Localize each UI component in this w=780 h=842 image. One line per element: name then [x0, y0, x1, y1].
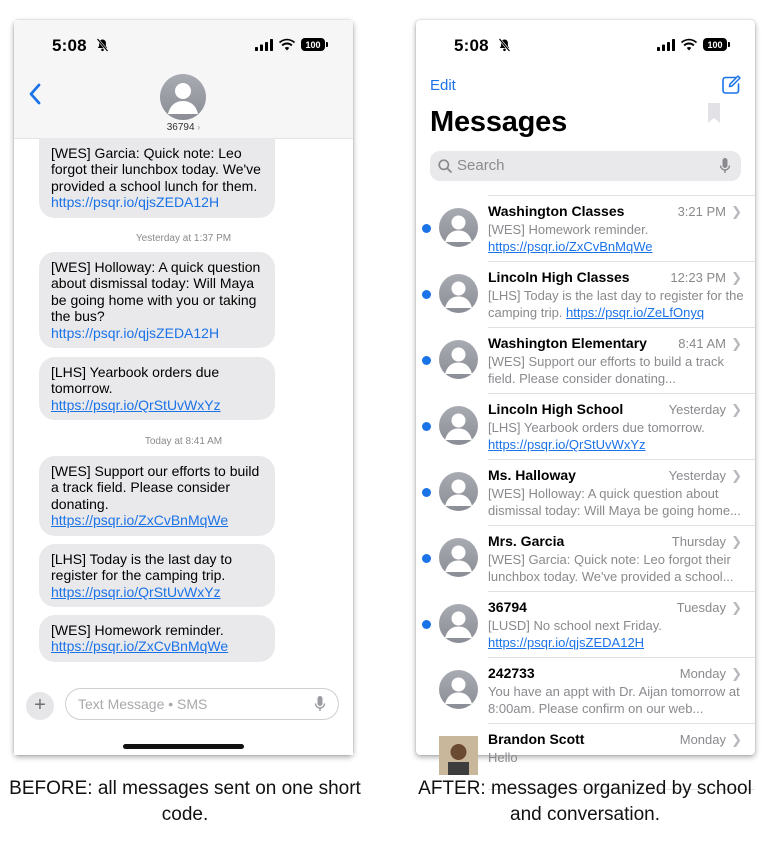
wifi-icon — [681, 39, 697, 51]
chevron-right-icon: ❯ — [731, 204, 742, 219]
battery-icon: 100 — [301, 38, 325, 51]
conversation-row[interactable] — [416, 592, 755, 658]
conversation-preview: [WES] Homework reminder. https://psqr.io/ZxCvBnMqWe — [488, 222, 653, 254]
conversation-time: Tuesday — [676, 600, 726, 615]
status-bar — [14, 20, 353, 72]
status-time: 5:08 — [52, 36, 87, 55]
conversation-time: Yesterday — [668, 468, 726, 483]
unread-indicator — [422, 356, 431, 365]
conversation-row[interactable] — [416, 262, 755, 328]
conversation-time: 12:23 PM — [670, 270, 726, 285]
message-bubble: [WES] Holloway: A quick question about dismissal today: Will Maya be going home with you or taking the bus? https://psqr.io/qjsZEDA12H — [39, 252, 275, 348]
chevron-right-icon: ❯ — [731, 402, 742, 417]
message-bubble: [WES] Support our efforts to build a track field. Please consider donating. https://psqr.io/ZxCvBnMqWe — [39, 456, 275, 536]
conversation-preview: [WES] Holloway: A quick question about dismissal today: Will Maya be going home... — [488, 486, 741, 518]
avatar — [439, 670, 478, 709]
home-indicator — [123, 744, 244, 749]
unread-indicator — [422, 290, 431, 299]
page-title: Messages — [430, 106, 568, 138]
conversation-row[interactable] — [416, 328, 755, 394]
conversation-row[interactable] — [416, 394, 755, 460]
conversation-row[interactable] — [416, 658, 755, 724]
wifi-icon — [279, 39, 295, 51]
avatar — [439, 208, 478, 247]
conversation-preview: [LHS] Yearbook orders due tomorrow. https://psqr.io/QrStUvWxYz — [488, 420, 705, 452]
message-link[interactable]: https://psqr.io/ZeLfOnyq — [566, 305, 705, 320]
conversation-preview: [WES] Garcia: Quick note: Leo forgot their lunchbox today. We've provided a school... — [488, 552, 734, 584]
message-bubble: [WES] Garcia: Quick note: Leo forgot their lunchbox today. We've provided a school lunch for them. https://psqr.io/qjsZEDA12H — [39, 138, 275, 218]
conversation-time: Monday — [679, 732, 726, 747]
back-chevron-icon[interactable] — [28, 82, 42, 111]
avatar — [439, 604, 478, 643]
message-bubble: [LHS] Today is the last day to register for the camping trip. https://psqr.io/QrStUvWxYz — [39, 544, 275, 607]
conversation-time: 3:21 PM — [677, 204, 726, 219]
microphone-icon[interactable] — [719, 157, 731, 175]
conversation-row[interactable] — [416, 460, 755, 526]
unread-indicator — [422, 554, 431, 563]
chevron-right-icon: ❯ — [731, 336, 742, 351]
conversation-time: Monday — [679, 666, 726, 681]
chevron-right-icon: ❯ — [731, 468, 742, 483]
message-bubble: [WES] Homework reminder. https://psqr.io/ZxCvBnMqWe — [39, 615, 275, 662]
conversation-preview: You have an appt with Dr. Aijan tomorrow at 8:00am. Please confirm on our web... — [488, 684, 740, 716]
message-link[interactable]: https://psqr.io/qjsZEDA12H — [51, 324, 220, 341]
conversation-preview: [LUSD] No school next Friday. https://psqr.io/qjsZEDA12H — [488, 618, 662, 650]
chevron-right-icon: ❯ — [731, 270, 742, 285]
avatar — [439, 472, 478, 511]
conversation-name: Ms. Halloway — [488, 467, 576, 483]
conversation-row[interactable] — [416, 196, 755, 262]
message-link[interactable]: https://psqr.io/qjsZEDA12H — [51, 194, 220, 211]
conversation-preview: [WES] Support our efforts to build a track field. Please consider donating... — [488, 354, 725, 386]
message-link[interactable]: https://psqr.io/ZxCvBnMqWe — [488, 239, 653, 254]
message-bubble: [LHS] Yearbook orders due tomorrow. https://psqr.io/QrStUvWxYz — [39, 357, 275, 420]
before-caption: BEFORE: all messages sent on one short code. — [9, 778, 361, 825]
compose-icon[interactable] — [721, 75, 741, 100]
avatar — [439, 736, 478, 775]
message-link[interactable]: https://psqr.io/qjsZEDA12H — [488, 635, 645, 650]
conversation-time: Yesterday — [668, 402, 726, 417]
conversation-name: 242733 — [488, 665, 535, 681]
chevron-right-icon: ❯ — [731, 666, 742, 681]
search-input[interactable] — [430, 151, 741, 181]
before-phone-screen — [14, 20, 353, 755]
cellular-signal-icon — [255, 39, 273, 51]
bell-muted-icon — [96, 37, 109, 57]
conversation-time: Thursday — [671, 534, 726, 549]
avatar — [439, 538, 478, 577]
edit-button[interactable]: Edit — [430, 77, 456, 94]
avatar — [439, 340, 478, 379]
chevron-right-icon: ❯ — [731, 534, 742, 549]
chevron-right-icon: ❯ — [731, 732, 742, 747]
bell-muted-icon — [498, 37, 511, 57]
bookmark-icon — [708, 103, 720, 123]
unread-indicator — [422, 422, 431, 431]
conversation-preview: [LHS] Today is the last day to register for the camping trip. https://psqr.io/ZeLfOnyq — [488, 288, 744, 320]
message-link[interactable]: https://psqr.io/ZxCvBnMqWe — [51, 638, 229, 655]
plus-button[interactable]: + — [26, 692, 54, 720]
chevron-right-icon: › — [197, 122, 201, 132]
conversation-name: Brandon Scott — [488, 731, 585, 747]
conversation-name: Lincoln High Classes — [488, 269, 630, 285]
unread-indicator — [422, 620, 431, 629]
conversation-name: Lincoln High School — [488, 401, 624, 417]
message-link[interactable]: https://psqr.io/QrStUvWxYz — [488, 437, 646, 452]
cellular-signal-icon — [657, 39, 675, 51]
after-caption: AFTER: messages organized by school and conversation. — [418, 778, 752, 825]
contact-name[interactable]: 36794 — [166, 122, 195, 133]
status-bar — [416, 20, 755, 72]
conversation-name: 36794 — [488, 599, 527, 615]
timestamp: Yesterday at 1:37 PM — [135, 233, 232, 244]
conversation-preview: Hello — [488, 750, 518, 765]
conversation-time: 8:41 AM — [678, 336, 726, 351]
battery-icon: 100 — [703, 38, 727, 51]
chevron-right-icon: ❯ — [731, 600, 742, 615]
message-link[interactable]: https://psqr.io/ZxCvBnMqWe — [51, 512, 229, 529]
message-link[interactable]: https://psqr.io/QrStUvWxYz — [51, 396, 221, 413]
conversation-row[interactable] — [416, 526, 755, 592]
message-link[interactable]: https://psqr.io/QrStUvWxYz — [51, 583, 221, 600]
microphone-icon[interactable] — [314, 695, 326, 713]
conversation-name: Washington Classes — [488, 203, 625, 219]
after-phone-screen — [416, 20, 755, 765]
search-placeholder: Search — [457, 157, 505, 174]
search-icon — [438, 159, 452, 173]
conversation-name: Mrs. Garcia — [488, 533, 565, 549]
message-input-placeholder: Text Message • SMS — [78, 696, 208, 712]
conversation-name: Washington Elementary — [488, 335, 647, 351]
avatar — [439, 274, 478, 313]
avatar — [439, 406, 478, 445]
contact-avatar[interactable] — [160, 74, 206, 120]
message-input[interactable] — [65, 688, 339, 720]
unread-indicator — [422, 224, 431, 233]
unread-indicator — [422, 488, 431, 497]
status-time: 5:08 — [454, 36, 489, 55]
timestamp: Today at 8:41 AM — [144, 436, 223, 447]
